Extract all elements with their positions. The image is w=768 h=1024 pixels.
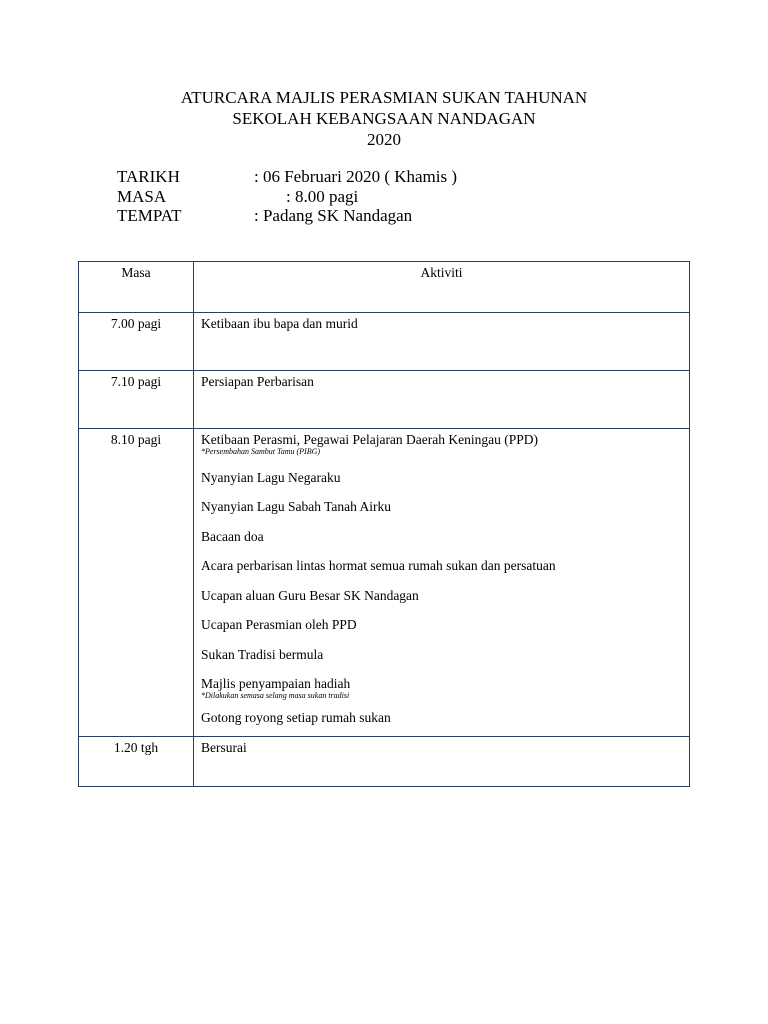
schedule-table bbox=[78, 261, 690, 787]
tarikh-label: TARIKH bbox=[117, 167, 180, 186]
list-item: Sukan Tradisi bermula bbox=[201, 646, 324, 662]
activity-note: *Dilakukan semasa selang masa sukan tradisi bbox=[201, 691, 350, 700]
activity-cell: Persiapan Perbarisan bbox=[194, 371, 690, 429]
time-cell: 7.00 pagi bbox=[79, 313, 194, 371]
list-item: Majlis penyampaian hadiah bbox=[201, 676, 351, 691]
activity-cell: Bersurai bbox=[194, 737, 690, 787]
tempat-label: TEMPAT bbox=[117, 206, 182, 225]
title-line-2: SEKOLAH KEBANGSAAN NANDAGAN bbox=[232, 109, 536, 128]
activity-cell: Ketibaan ibu bapa dan murid bbox=[194, 313, 690, 371]
masa-value: : 8.00 pagi bbox=[286, 186, 359, 206]
column-header-aktiviti: Aktiviti bbox=[194, 262, 690, 313]
time-cell: 7.10 pagi bbox=[79, 371, 194, 429]
activity-cell bbox=[194, 429, 690, 737]
time-cell: 1.20 tgh bbox=[79, 737, 194, 787]
table-row bbox=[79, 313, 690, 371]
table-header-row bbox=[79, 262, 690, 313]
list-item: Ketibaan Perasmi, Pegawai Pelajaran Daerah Keningau (PPD) bbox=[201, 432, 539, 447]
time-cell: 8.10 pagi bbox=[79, 429, 194, 737]
document-title bbox=[0, 87, 768, 150]
tarikh-value: : 06 Februari 2020 ( Khamis ) bbox=[254, 167, 458, 186]
table-row bbox=[79, 737, 690, 787]
tempat-value: : Padang SK Nandagan bbox=[254, 206, 413, 225]
title-line-3: 2020 bbox=[367, 130, 401, 149]
masa-label: MASA bbox=[117, 186, 167, 206]
activity-note: *Persembahan Sambut Tamu (PIBG) bbox=[201, 447, 321, 456]
list-item: Ucapan Perasmian oleh PPD bbox=[201, 617, 357, 632]
list-item: Bacaan doa bbox=[201, 528, 264, 544]
table-row bbox=[79, 429, 690, 737]
title-line-1: ATURCARA MAJLIS PERASMIAN SUKAN TAHUNAN bbox=[180, 88, 588, 107]
list-item: Nyanyian Lagu Sabah Tanah Airku bbox=[201, 499, 392, 514]
table-row bbox=[79, 371, 690, 429]
list-item: Nyanyian Lagu Negaraku bbox=[201, 469, 341, 485]
list-item: Gotong royong setiap rumah sukan bbox=[201, 710, 391, 725]
column-header-masa: Masa bbox=[79, 262, 194, 313]
list-item: Acara perbarisan lintas hormat semua rumah sukan dan persatuan bbox=[201, 558, 556, 573]
list-item: Ucapan aluan Guru Besar SK Nandagan bbox=[201, 587, 419, 603]
